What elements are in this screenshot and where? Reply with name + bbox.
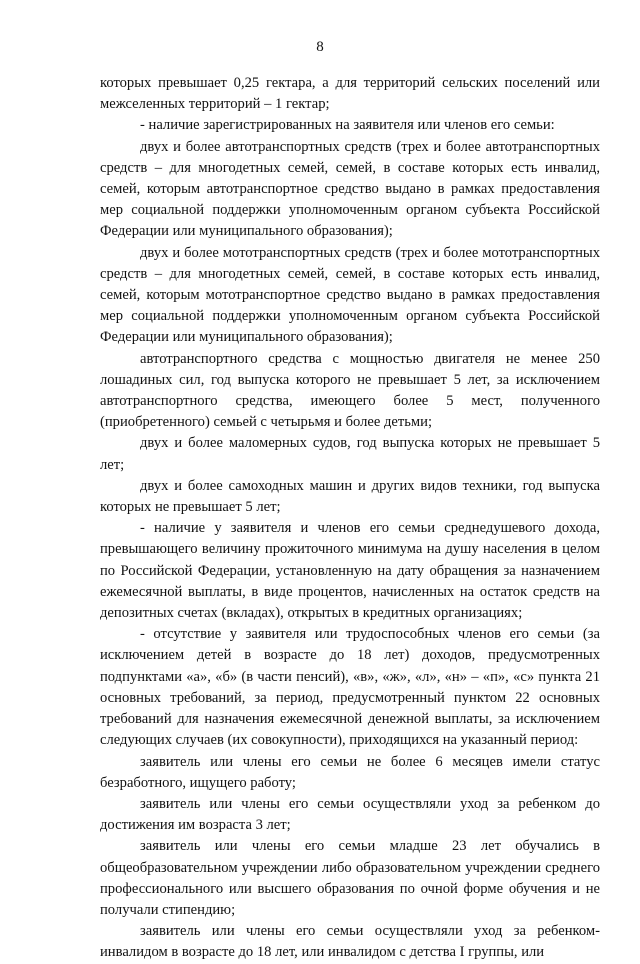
paragraph: которых превышает 0,25 гектара, а для территорий сельских поселений или межселенных территорий – 1 гектар; <box>100 75 600 113</box>
paragraph: двух и более самоходных машин и других видов техники, год выпуска которых не превышает 5 лет; <box>100 477 600 516</box>
paragraph: - наличие зарегистрированных на заявителя или членов его семьи: <box>140 117 555 134</box>
page-number: 8 <box>316 39 324 55</box>
document-body <box>100 73 600 964</box>
paragraph: - наличие у заявителя и членов его семьи среднедушевого дохода, превышающего величину прожиточного минимума на душу населения в целом по Российской Федерации, установленную на дату обращения за назначением ежемесячной выплаты, в виде процентов, начисленных на остаток средств на депозитных счетах (вкладах), открытых в кредитных организациях; <box>100 520 600 622</box>
paragraph: заявитель или члены его семьи младше 23 лет обучались в общеобразовательном учреждении либо образовательном учреждении среднего профессионального или высшего образования по очной форме обучения и не получали стипендию; <box>100 838 600 918</box>
paragraph: заявитель или члены его семьи осуществляли уход за ребенком до достижения им возраста 3 лет; <box>100 795 600 834</box>
paragraph: автотранспортного средства с мощностью двигателя не менее 250 лошадиных сил, год выпуска которого не превышает 5 лет, за исключением автотранспортного средства, имеющего более 5 мест, полученного (приобретенного) семьей с четырьмя и более детьми; <box>100 350 600 431</box>
paragraph: заявитель или члены его семьи не более 6 месяцев имели статус безработного, ищущего работу; <box>100 753 600 791</box>
paragraph: заявитель или члены его семьи осуществляли уход за ребенком-инвалидом в возрасте до 18 лет, или инвалидом с детства I группы, или <box>100 923 600 961</box>
paragraph: - отсутствие у заявителя или трудоспособных членов его семьи (за исключением детей в возрасте до 18 лет) доходов, предусмотренных подпунктами «а», «б» (в части пенсий), «в», «ж», «л», «н» – «п», «с» пункта 21 основных требований, за период, предусмотренный пунктом 22 основных требований для назначения ежемесячной денежной выплаты, за исключением следующих случаев (их совокупности), приходящихся на указанный период: <box>100 626 600 749</box>
paragraph: двух и более автотранспортных средств (трех и более автотранспортных средств – для многодетных семей, семей, в составе которых есть инвалид, семей, которым автотранспортное средство выдано в рамках предоставления мер социальной поддержки уполномоченным органом субъекта Российской Федерации или муниципального образования); <box>100 138 600 240</box>
paragraph: двух и более мототранспортных средств (трех и более мототранспортных средств – для многодетных семей, семей, в составе которых есть инвалид, семей, которым мототранспортное средство выдано в рамках предоставления мер социальной поддержки уполномоченным органом субъекта Российской Федерации или муниципального образования); <box>100 244 600 346</box>
paragraph: двух и более маломерных судов, год выпуска которых не превышает 5 лет; <box>100 435 600 473</box>
